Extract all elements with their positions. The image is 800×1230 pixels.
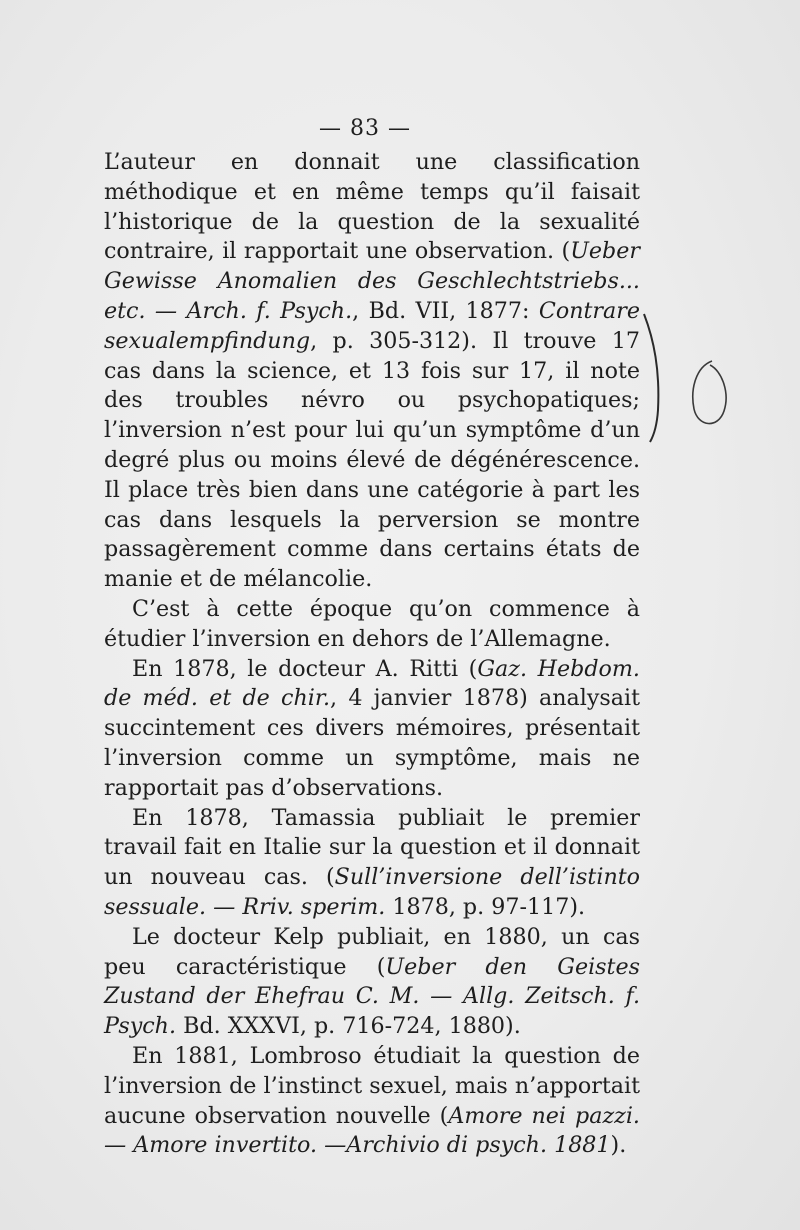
paragraph-3 xyxy=(104,655,640,804)
italic-citation: Contrare sexualempfindung xyxy=(104,297,640,354)
italic-citation: Ueber den Geistes Zustand der Ehefrau C. M. — Allg. Zeitsch. f. Psych. xyxy=(104,953,640,1040)
body-text xyxy=(104,148,640,1161)
text-run: 1878, p. 97-117). xyxy=(385,893,586,920)
italic-citation: Amore nei pazzi. — Amore invertito. —Archivio di psych. 1881 xyxy=(104,1102,640,1159)
text-run: , Bd. VII, 1877: xyxy=(352,297,539,324)
text-run: Le docteur Kelp publiait, en 1880, un cas peu caractéristique ( xyxy=(104,923,640,980)
paragraph-1 xyxy=(104,148,640,595)
text-run: En 1881, Lombroso étudiait la question de l’inversion de l’instinct sexuel, mais n’apportait aucune observation nouvelle ( xyxy=(104,1042,640,1129)
text-run: ). xyxy=(610,1132,627,1159)
text-run: C’est à cette époque qu’on commence à étudier l’inversion en dehors de l’Allemagne. xyxy=(104,595,640,652)
page-number: — 83 — xyxy=(319,116,411,141)
margin-circle-mark xyxy=(684,355,734,435)
text-run: Bd. XXXVI, p. 716-724, 1880). xyxy=(176,1013,521,1040)
paragraph-5 xyxy=(104,923,640,1042)
text-run: , p. 305-312). Il trouve 17 cas dans la science, et 13 fois sur 17, il note des troubles névro ou psychopatiques; l’inversion n’est pour lui qu’un symptôme d’un degré plus ou moins élevé de dégénérescence. Il place très bien dans une catégorie à part les cas dans lesquels la perversion se montre passagèrement comme dans certains états de manie et de mélancolie. xyxy=(104,327,640,593)
italic-citation: Gaz. Hebdom. de méd. et de chir. xyxy=(104,655,640,712)
italic-citation: Sull’inversione dell’istinto sessuale. — Rriv. sperim. xyxy=(104,864,641,920)
paragraph-6 xyxy=(104,1042,640,1161)
text-run: , 4 janvier 1878) analysait succintement ces divers mémoires, présentait l’inversion comme un symptôme, mais ne rapportait pas d’observations. xyxy=(104,685,640,801)
paragraph-2 xyxy=(104,595,640,655)
italic-citation: Ueber Gewisse Anomalien des Geschlechtstriebs... etc. — Arch. f. Psych. xyxy=(104,238,640,324)
text-run: En 1878, Tamassia publiait le premier travail fait en Italie sur la question et il donnait un nouveau cas. ( xyxy=(104,804,640,891)
margin-bracket-mark xyxy=(640,310,670,450)
text-run: L’auteur en donnait une classification méthodique et en même temps qu’il faisait l’historique de la question de la sexualité contraire, il rapportait une observation. ( xyxy=(104,149,640,265)
text-run: En 1878, le docteur A. Ritti ( xyxy=(132,655,478,682)
paragraph-4 xyxy=(104,804,640,923)
